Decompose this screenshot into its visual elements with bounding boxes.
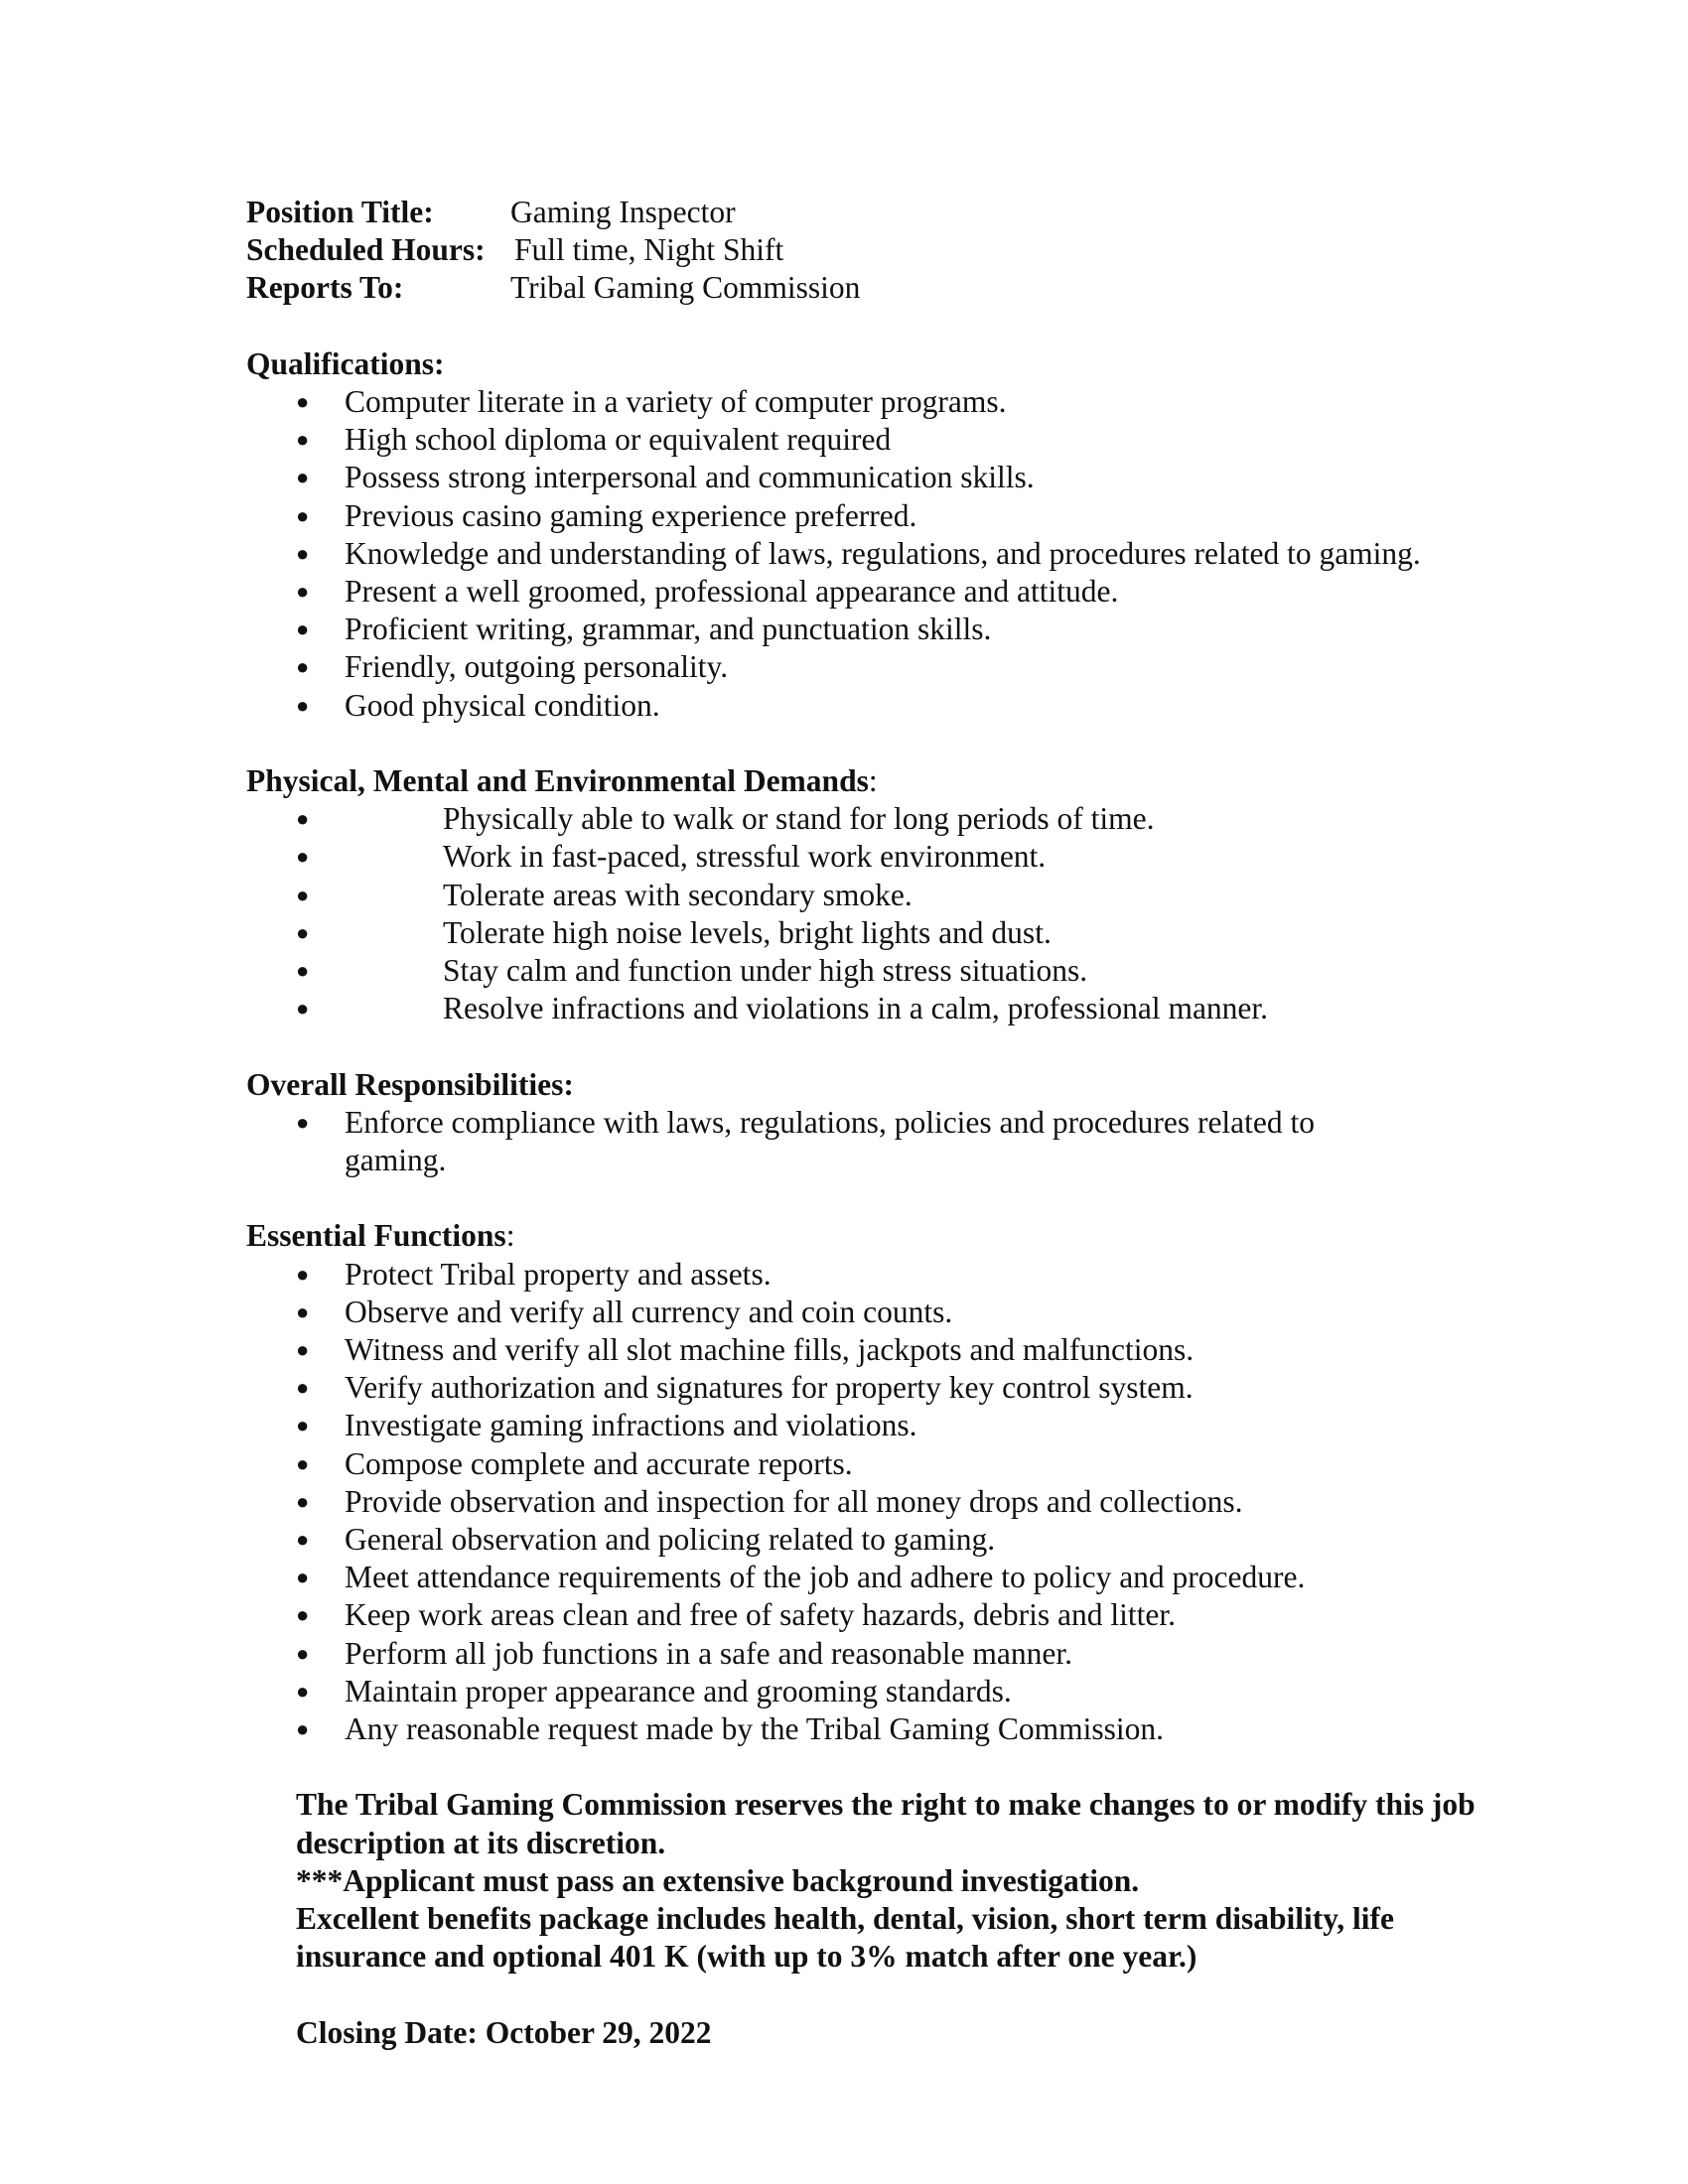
bullet-icon: ●	[296, 1261, 310, 1287]
function-item-text: Provide observation and inspection for all money drops and collections.	[345, 1483, 1243, 1519]
demand-item	[246, 952, 1497, 990]
bullet-icon: ●	[296, 1488, 310, 1514]
functions-list	[246, 1256, 1497, 1749]
function-item	[246, 1635, 1497, 1673]
function-item	[246, 1445, 1497, 1483]
bullet-icon: ●	[296, 1375, 310, 1401]
qualification-item	[246, 648, 1497, 686]
responsibilities-heading-text: Overall Responsibilities:	[246, 1066, 574, 1102]
background-check-note: ***Applicant must pass an extensive background investigation.	[296, 1862, 1140, 1898]
bullet-icon: ●	[296, 540, 310, 566]
function-item-text: Maintain proper appearance and grooming standards.	[345, 1673, 1012, 1708]
bullet-icon: ●	[296, 958, 310, 984]
function-item	[246, 1710, 1497, 1748]
demand-item-text: Resolve infractions and violations in a calm, professional manner.	[443, 991, 1269, 1026]
qualification-item-text: Present a well groomed, professional appearance and attitude.	[345, 574, 1119, 610]
qualification-item	[246, 535, 1497, 573]
bullet-icon: ●	[296, 389, 310, 414]
responsibilities-heading	[246, 1066, 1497, 1104]
qualification-item	[246, 459, 1497, 496]
function-item-text: Verify authorization and signatures for property key control system.	[345, 1370, 1194, 1406]
reports-to-label: Reports To:	[246, 270, 404, 306]
function-item	[246, 1256, 1497, 1294]
bullet-icon: ●	[296, 1716, 310, 1742]
function-item-text: Meet attendance requirements of the job and adhere to policy and procedure.	[345, 1560, 1306, 1595]
function-item-text: Witness and verify all slot machine fills, jackpots and malfunctions.	[345, 1332, 1195, 1368]
qualification-item-text: Friendly, outgoing personality.	[345, 649, 729, 685]
functions-heading-colon: :	[505, 1218, 515, 1254]
bullet-icon: ●	[296, 919, 310, 945]
demand-item	[246, 914, 1497, 952]
bullet-icon: ●	[296, 1109, 310, 1135]
bullet-icon: ●	[296, 996, 310, 1022]
function-item	[246, 1521, 1497, 1559]
demand-item-text: Stay calm and function under high stress situations.	[443, 953, 1088, 989]
bullet-icon: ●	[296, 1337, 310, 1363]
qualification-item	[246, 421, 1497, 459]
reports-to-value: Tribal Gaming Commission	[510, 270, 861, 306]
demand-item	[246, 990, 1497, 1027]
bullet-icon: ●	[296, 1602, 310, 1628]
qualification-item	[246, 497, 1497, 535]
function-item	[246, 1294, 1497, 1331]
benefits-note: Excellent benefits package includes health, dental, vision, short term disability, life insurance and optional 401 K (with up to 3% match after one year.)	[296, 1901, 1395, 1975]
function-item-text: Keep work areas clean and free of safety hazards, debris and litter.	[345, 1597, 1176, 1633]
function-item-text: General observation and policing related to gaming.	[345, 1522, 996, 1558]
position-title-value: Gaming Inspector	[510, 195, 736, 229]
qualifications-list	[246, 383, 1497, 725]
function-item	[246, 1483, 1497, 1521]
qualification-item	[246, 383, 1497, 421]
qualifications-section	[246, 345, 1497, 725]
function-item	[246, 1369, 1497, 1407]
qualification-item-text: Computer literate in a variety of computer programs.	[345, 384, 1007, 419]
bullet-icon: ●	[296, 616, 310, 642]
responsibility-item	[246, 1104, 1398, 1179]
closing-date: Closing Date: October 29, 2022	[296, 2014, 712, 2050]
qualification-item-text: Previous casino gaming experience preferred.	[345, 497, 917, 533]
bullet-icon: ●	[296, 1678, 310, 1704]
function-item	[246, 1596, 1497, 1634]
reports-to-row	[246, 269, 1497, 307]
qualifications-heading	[246, 345, 1497, 383]
bullet-icon: ●	[296, 844, 310, 870]
function-item	[246, 1331, 1497, 1369]
functions-section	[246, 1217, 1497, 1748]
demands-list	[246, 800, 1497, 1027]
bullet-icon: ●	[296, 502, 310, 528]
reserve-rights-note: The Tribal Gaming Commission reserves the right to make changes to or modify this job description at its discretion.	[296, 1787, 1476, 1860]
bullet-icon: ●	[296, 1298, 310, 1324]
demand-item	[246, 838, 1497, 876]
function-item-text: Protect Tribal property and assets.	[345, 1256, 772, 1292]
bullet-icon: ●	[296, 1527, 310, 1553]
bullet-icon: ●	[296, 427, 310, 453]
responsibilities-section	[246, 1066, 1497, 1180]
bullet-icon: ●	[296, 654, 310, 680]
qualification-item-text: High school diploma or equivalent required	[345, 422, 892, 458]
function-item-text: Compose complete and accurate reports.	[345, 1445, 853, 1481]
function-item	[246, 1407, 1497, 1444]
responsibilities-list	[246, 1104, 1398, 1179]
demands-heading	[246, 762, 1497, 800]
function-item	[246, 1673, 1497, 1710]
responsibility-item-text: Enforce compliance with laws, regulations, policies and procedures related to gaming.	[345, 1104, 1316, 1178]
qualification-item-text: Knowledge and understanding of laws, regulations, and procedures related to gaming.	[345, 535, 1421, 571]
bullet-icon: ●	[296, 806, 310, 832]
scheduled-hours-value: Full time, Night Shift	[514, 232, 784, 268]
functions-heading-text: Essential Functions	[246, 1218, 506, 1254]
demands-heading-text: Physical, Mental and Environmental Demands	[246, 763, 869, 799]
demand-item-text: Tolerate high noise levels, bright lights and dust.	[443, 914, 1052, 950]
demand-item-text: Tolerate areas with secondary smoke.	[443, 877, 913, 912]
bullet-icon: ●	[296, 465, 310, 490]
function-item-text: Investigate gaming infractions and violations.	[345, 1408, 917, 1443]
function-item-text: Any reasonable request made by the Tribal Gaming Commission.	[345, 1711, 1165, 1747]
qualification-item-text: Proficient writing, grammar, and punctuation skills.	[345, 612, 992, 647]
bullet-icon: ●	[296, 579, 310, 605]
bullet-icon: ●	[296, 1450, 310, 1476]
demand-item-text: Physically able to walk or stand for long periods of time.	[443, 801, 1155, 837]
demands-section	[246, 762, 1497, 1027]
qualification-item	[246, 687, 1497, 725]
qualification-item	[246, 573, 1497, 611]
functions-heading	[246, 1217, 1497, 1255]
function-item-text: Perform all job functions in a safe and reasonable manner.	[345, 1635, 1073, 1671]
position-title-row	[246, 194, 1497, 231]
qualification-item-text: Possess strong interpersonal and communication skills.	[345, 460, 1035, 495]
qualifications-heading-text: Qualifications:	[246, 345, 445, 381]
scheduled-hours-label: Scheduled Hours:	[246, 232, 486, 268]
bullet-icon: ●	[296, 1413, 310, 1438]
bullet-icon: ●	[296, 882, 310, 907]
demands-heading-colon: :	[868, 763, 878, 799]
notes-block	[246, 1786, 1477, 1976]
scheduled-hours-row	[246, 231, 1497, 269]
bullet-icon: ●	[296, 692, 310, 718]
demand-item	[246, 800, 1497, 838]
position-title-label: Position Title:	[246, 195, 434, 229]
function-item	[246, 1559, 1497, 1596]
job-description	[246, 194, 1497, 2052]
bullet-icon: ●	[296, 1640, 310, 1666]
qualification-item	[246, 611, 1497, 648]
demand-item	[246, 877, 1497, 914]
demand-item-text: Work in fast-paced, stressful work environment.	[443, 839, 1047, 875]
qualification-item-text: Good physical condition.	[345, 687, 660, 723]
bullet-icon: ●	[296, 1565, 310, 1590]
job-header	[246, 194, 1497, 308]
function-item-text: Observe and verify all currency and coin counts.	[345, 1294, 953, 1329]
